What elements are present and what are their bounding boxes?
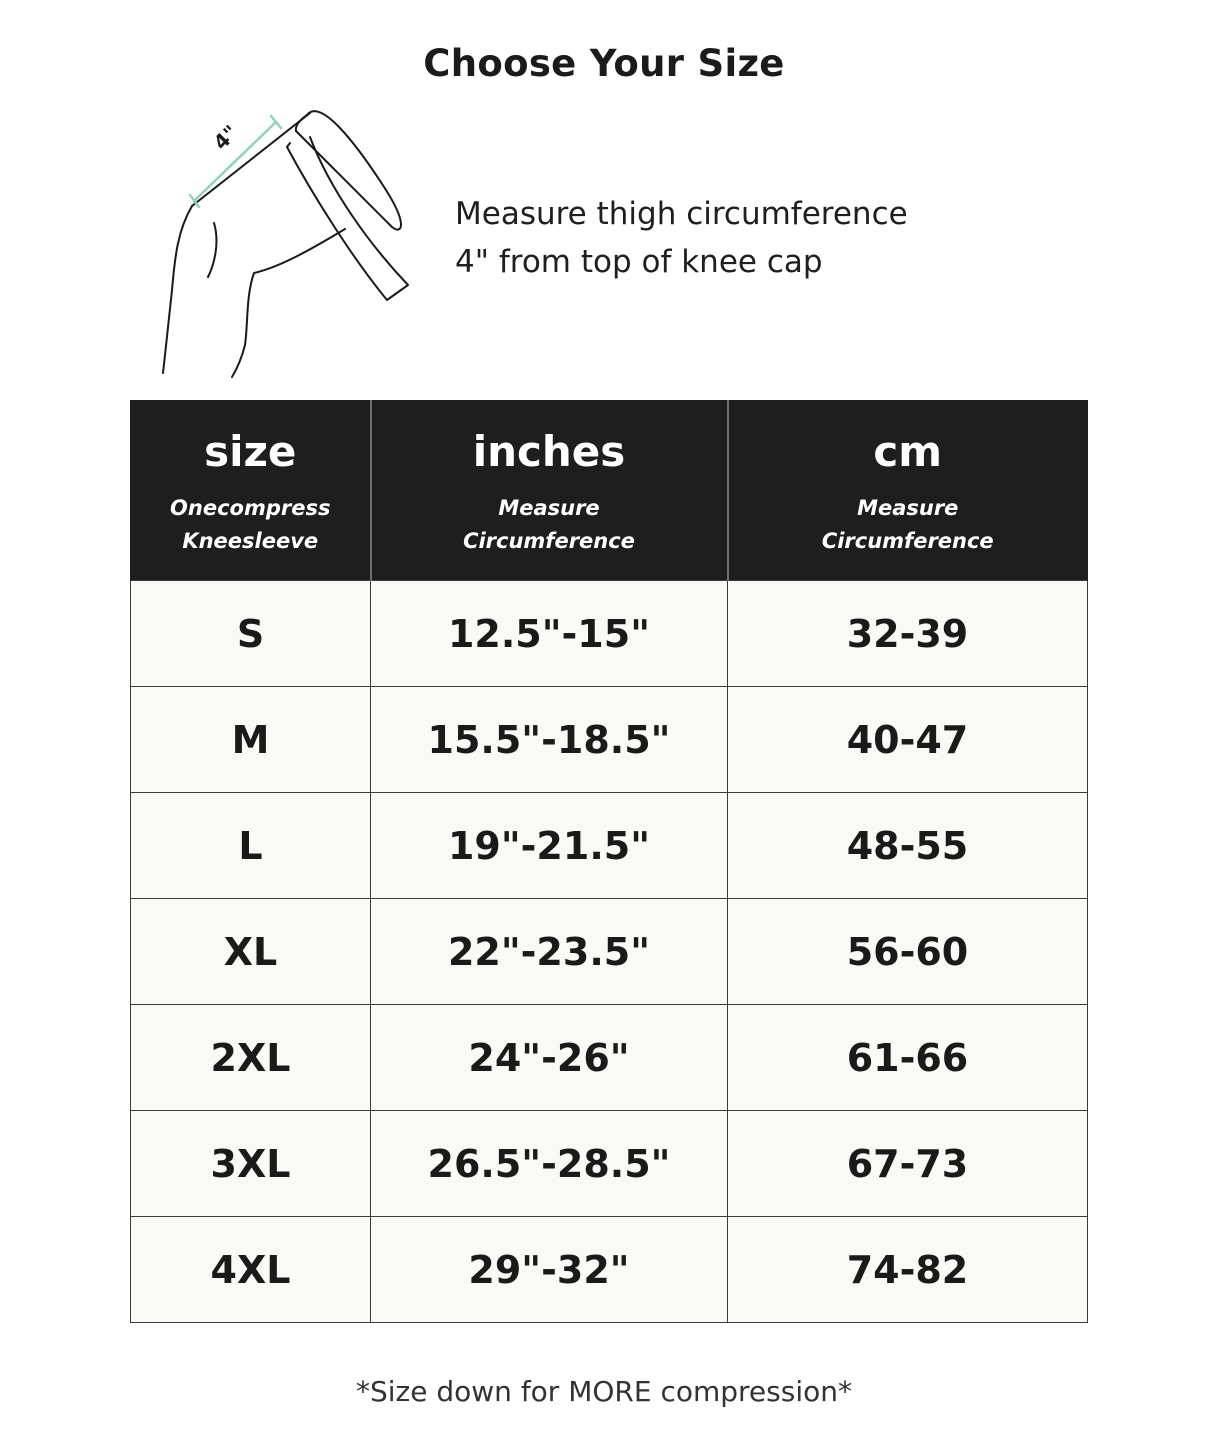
header-inches	[371, 400, 728, 581]
table-row	[131, 793, 1088, 899]
header-sub-line-2: Circumference	[821, 529, 994, 553]
header-sub	[131, 492, 370, 558]
measure-instructions	[455, 190, 908, 286]
inches-cell: 19"-21.5"	[371, 793, 728, 899]
cm-cell: 40-47	[728, 687, 1088, 793]
cm-cell: 74-82	[728, 1217, 1088, 1323]
inches-cell: 24"-26"	[371, 1005, 728, 1111]
header-sub-line-1: Measure	[498, 496, 600, 520]
size-cell: 4XL	[131, 1217, 371, 1323]
inches-cell: 22"-23.5"	[371, 899, 728, 1005]
instruction-line-2: 4" from top of knee cap	[455, 244, 823, 280]
table-row	[131, 687, 1088, 793]
header-sub-line-1: Measure	[857, 496, 959, 520]
inches-cell: 12.5"-15"	[371, 581, 728, 687]
cm-cell: 67-73	[728, 1111, 1088, 1217]
header-main: cm	[873, 427, 943, 476]
cm-cell: 32-39	[728, 581, 1088, 687]
table-row	[131, 1217, 1088, 1323]
table-row	[131, 1005, 1088, 1111]
size-cell: XL	[131, 899, 371, 1005]
table-row	[131, 581, 1088, 687]
table-row	[131, 1111, 1088, 1217]
cm-cell: 61-66	[728, 1005, 1088, 1111]
header-sub-line-1: Onecompress	[170, 496, 331, 520]
size-cell: M	[131, 687, 371, 793]
measure-label: 4"	[208, 120, 243, 155]
header-sub-line-2: Circumference	[463, 529, 635, 553]
header-size	[131, 400, 371, 581]
page-title: Choose Your Size	[423, 42, 785, 85]
size-cell: L	[131, 793, 371, 899]
instruction-line-1: Measure thigh circumference	[455, 196, 908, 232]
size-cell: 3XL	[131, 1111, 371, 1217]
compression-footnote: *Size down for MORE compression*	[355, 1375, 852, 1408]
cm-cell: 48-55	[728, 793, 1088, 899]
header-sub	[372, 492, 727, 558]
cm-cell: 56-60	[728, 899, 1088, 1005]
header-main: inches	[472, 427, 626, 476]
knee-sleeve-measure-icon	[150, 95, 420, 385]
inches-cell: 29"-32"	[371, 1217, 728, 1323]
size-cell: 2XL	[131, 1005, 371, 1111]
inches-cell: 15.5"-18.5"	[371, 687, 728, 793]
header-main: size	[204, 427, 297, 476]
size-cell: S	[131, 581, 371, 687]
table-row	[131, 899, 1088, 1005]
header-cm	[728, 400, 1088, 581]
header-sub-line-2: Kneesleeve	[182, 529, 319, 553]
table-header-row	[131, 400, 1088, 581]
size-chart-table	[130, 400, 1088, 1323]
inches-cell: 26.5"-28.5"	[371, 1111, 728, 1217]
header-sub	[729, 492, 1088, 558]
